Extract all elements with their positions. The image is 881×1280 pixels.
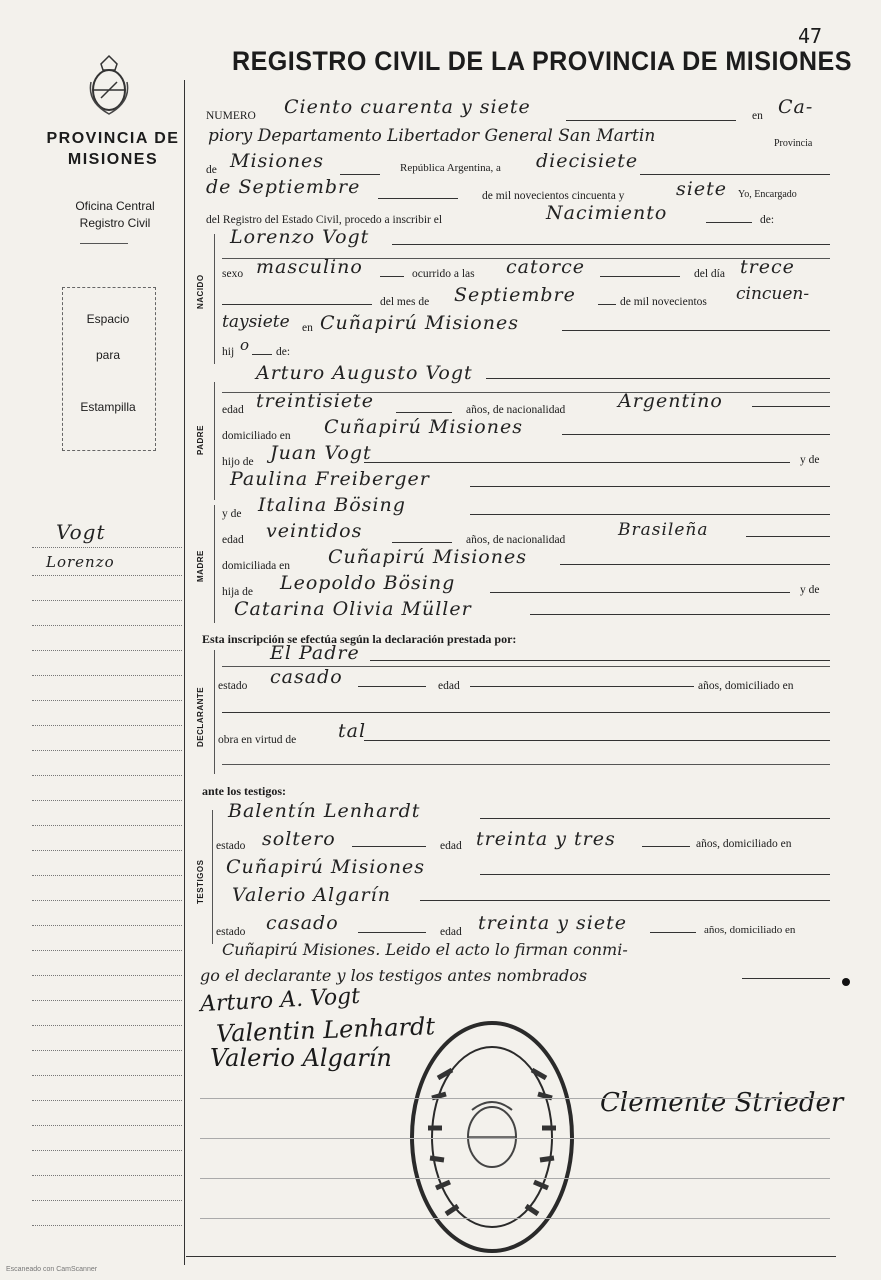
label-padre-hijo-de: hijo de [222, 456, 254, 468]
margin-note-surname: Vogt [56, 520, 106, 544]
label-t1-edad: edad [440, 840, 462, 852]
label-de-2: de: [276, 346, 291, 358]
hw-obra: tal [338, 720, 367, 742]
stamp-box-label-1: Espacio [86, 312, 130, 326]
label-madre-hija-de: hija de [222, 586, 253, 598]
label-mil-nov: de mil novecientos [620, 296, 707, 308]
label-t2-edad: edad [440, 926, 462, 938]
hw-t1-estado: soltero [262, 828, 336, 850]
office-line-2: Registro Civil [79, 216, 151, 230]
label-madre-anos-nac: años, de nacionalidad [466, 534, 566, 546]
hw-padre-dom: Cuñapirú Misiones [324, 416, 523, 438]
label-obra-virtud: obra en virtud de [218, 734, 297, 746]
label-t2-anos-dom: años, domiciliado en [704, 924, 796, 936]
hw-testigo-1: Balentín Lenhardt [228, 800, 421, 822]
hw-padre-nac: Argentino [618, 390, 723, 412]
label-numero: NUMERO [206, 110, 256, 122]
hw-anio-nac-1: cincuen- [736, 284, 810, 304]
label-decl-edad: edad [438, 680, 460, 692]
hw-declarante: El Padre [270, 642, 360, 664]
label-inscripcion: Esta inscripción se efectúa según la declaración prestada por: [202, 632, 517, 646]
hw-madre-nac: Brasileña [618, 520, 709, 540]
side-label-nacido: NACIDO [196, 274, 205, 310]
hw-madre-madre: Catarina Olivia Müller [234, 598, 472, 620]
label-del-mes: del mes de [380, 296, 430, 308]
side-label-testigos: TESTIGOS [196, 859, 205, 905]
coat-of-arms-icon [86, 52, 132, 121]
scanner-footer: Escaneado con CamScanner [6, 1266, 98, 1273]
label-hij: hij [222, 346, 235, 358]
hw-t1-dom: Cuñapirú Misiones [226, 856, 425, 878]
hw-cierre: go el declarante y los testigos antes nombrados [200, 966, 588, 985]
hw-madre-dom: Cuñapirú Misiones [328, 546, 527, 568]
label-ante-testigos: ante los testigos: [202, 784, 286, 798]
margin-note-name: Lorenzo [46, 553, 115, 571]
label-madre-edad: edad [222, 534, 244, 546]
hw-sexo: masculino [256, 256, 363, 278]
office-line-1: Oficina Central [75, 199, 155, 213]
label-registro: del Registro del Estado Civil, procedo a inscribir el [206, 214, 443, 226]
label-sexo: sexo [222, 268, 244, 280]
page-number: 47 [798, 24, 823, 48]
signature-witness-2: Valerio Algarín [210, 1044, 392, 1072]
stamp-box-label-3: Estampilla [80, 400, 136, 414]
hw-hijo-o: o [240, 336, 251, 354]
label-yo-encargado: Yo, Encargado [738, 189, 797, 200]
label-t1-anos-dom: años, domiciliado en [696, 838, 792, 850]
stamp-box-label-2: para [95, 348, 121, 362]
label-t1-estado: estado [216, 840, 246, 852]
label-en: en [752, 110, 763, 122]
label-madre-domiciliada: domiciliada en [222, 560, 291, 572]
hw-madre-hija-de: Leopoldo Bösing [280, 572, 456, 594]
label-padre-y-de: y de [800, 454, 820, 466]
hw-nombre: Lorenzo Vogt [230, 226, 370, 248]
label-del-dia: del día [694, 268, 725, 280]
hw-padre-nombre: Arturo Augusto Vogt [256, 362, 473, 384]
hw-t2-estado: casado [266, 912, 339, 934]
label-mil-nov-cincuenta: de mil novecientos cincuenta y [482, 190, 625, 202]
hw-t2-edad: treinta y siete [478, 912, 628, 934]
hw-en-1: Ca- [778, 96, 814, 118]
label-ocurrido: ocurrido a las [412, 268, 475, 280]
hw-fecha-mes: de Septiembre [206, 176, 361, 198]
binding-hole [842, 978, 850, 986]
hw-anio-nac-2: taysiete [222, 312, 290, 332]
page-title: REGISTRO CIVIL DE LA PROVINCIA DE MISIONES [232, 46, 852, 76]
hw-hora: catorce [506, 256, 586, 278]
hw-testigo-2: Valerio Algarín [232, 884, 391, 906]
label-madre-y-de-2: y de [800, 584, 820, 596]
official-seal-icon [408, 1018, 576, 1261]
label-padre-edad: edad [222, 404, 244, 416]
hw-decl-estado: casado [270, 666, 343, 688]
label-t2-estado: estado [216, 926, 246, 938]
hw-madre-nombre: Italina Bösing [258, 494, 406, 516]
side-label-madre: MADRE [196, 550, 205, 582]
hw-t2-dom: Cuñapirú Misiones. Leido el acto lo firman conmi- [222, 940, 628, 959]
signature-father: Arturo A. Vogt [199, 983, 361, 1018]
hw-t1-edad: treinta y tres [476, 828, 616, 850]
hw-lugar-nac: Cuñapirú Misiones [320, 312, 519, 334]
hw-padre-edad: treintisiete [256, 390, 374, 412]
hw-mes: Septiembre [454, 284, 576, 306]
label-padre-anos-nac: años, de nacionalidad [466, 404, 566, 416]
label-provincia: Provincia [774, 138, 813, 149]
hw-lugar: piory Departamento Libertador General San Martin [208, 126, 656, 146]
label-republica: República Argentina, a [400, 162, 501, 174]
label-de-colon: de: [760, 214, 775, 226]
label-padre-domiciliado: domiciliado en [222, 430, 291, 442]
province-name: PROVINCIA DE MISIONES [46, 130, 180, 168]
signature-witness-1: Valentin Lenhardt [215, 1012, 436, 1048]
hw-anio: siete [676, 178, 727, 200]
label-en-2: en [302, 322, 313, 334]
hw-fecha-dia: diecisiete [536, 150, 639, 172]
signature-officer: Clemente Strieder [600, 1088, 844, 1118]
hw-padre-hijo-de: Juan Vogt [270, 442, 372, 464]
label-decl-anos-dom: años, domiciliado en [698, 680, 794, 692]
hw-numero: Ciento cuarenta y siete [284, 96, 531, 118]
side-label-declarante: DECLARANTE [196, 686, 205, 748]
hw-provincia: Misiones [230, 150, 325, 172]
label-de: de [206, 164, 217, 176]
label-decl-estado: estado [218, 680, 248, 692]
hw-dia: trece [740, 256, 795, 278]
margin-divider [184, 80, 185, 1265]
side-label-padre: PADRE [196, 425, 205, 455]
office-divider [80, 243, 128, 244]
hw-padre-madre: Paulina Freiberger [230, 468, 430, 490]
hw-madre-edad: veintidos [266, 520, 363, 542]
hw-acto: Nacimiento [546, 202, 668, 224]
label-madre-y-de: y de [222, 508, 242, 520]
